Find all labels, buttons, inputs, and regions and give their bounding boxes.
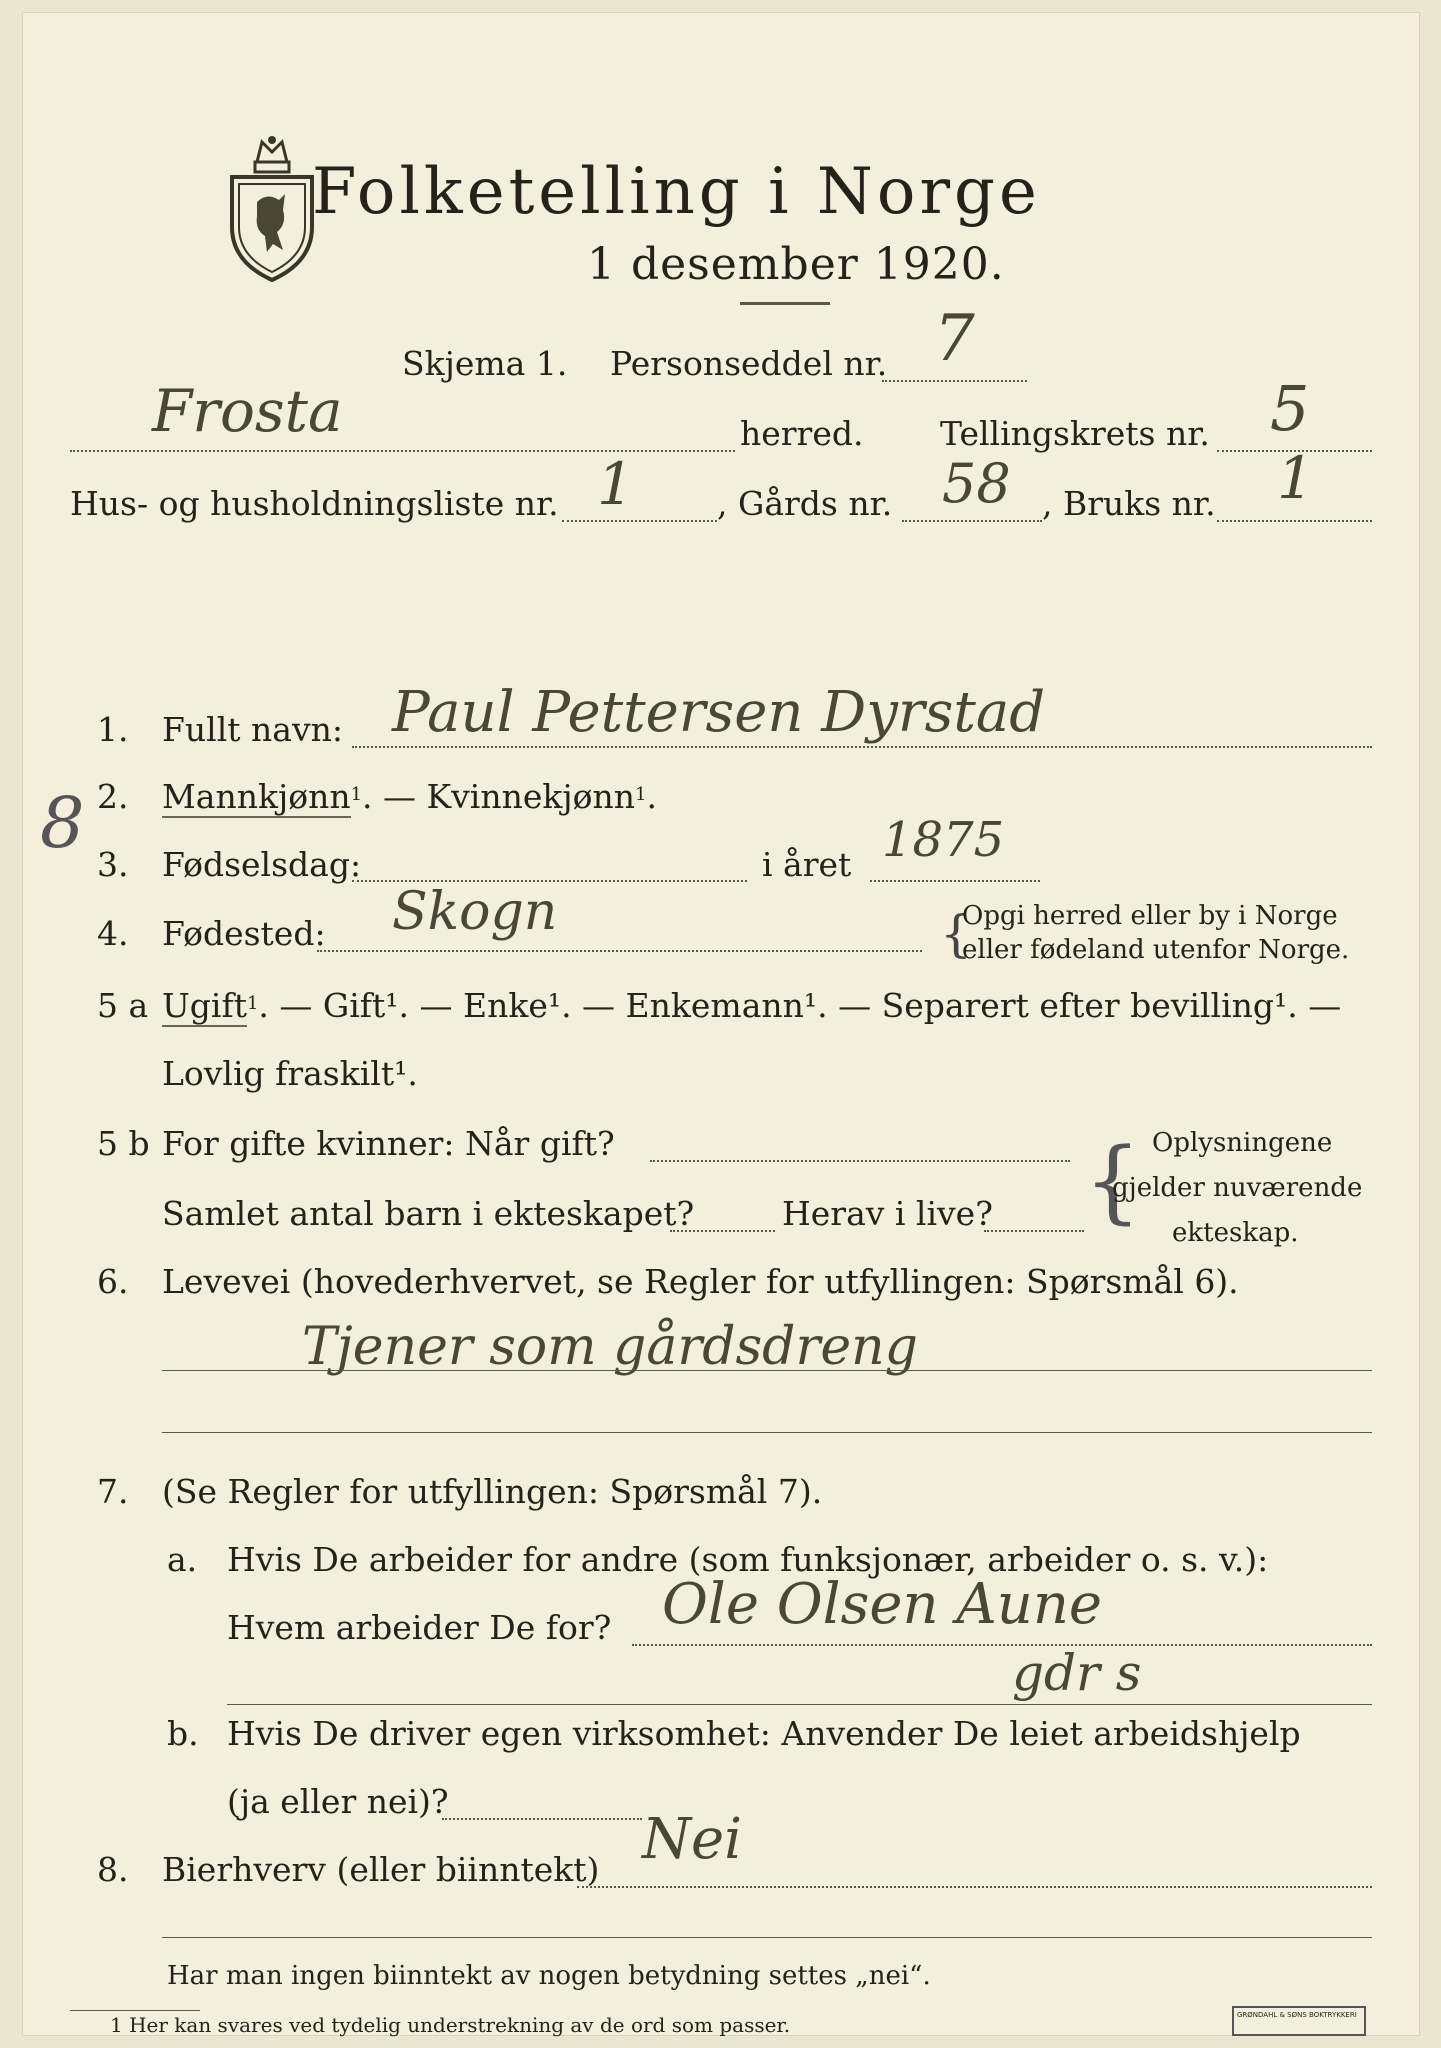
q4-label: Fødested: (162, 914, 326, 953)
title-divider (740, 302, 830, 305)
hus-value: 1 (597, 450, 634, 518)
footnote: 1 Her kan svares ved tydelig understrekning av de ord som passer. (110, 2013, 791, 2037)
q1-value: Paul Pettersen Dyrstad (392, 680, 1046, 745)
q4-note-line1: Opgi herred eller by i Norge (962, 901, 1338, 931)
bruks-value: 1 (1277, 444, 1314, 512)
q2-end: . (646, 777, 657, 816)
q5a-line2: Lovlig fraskilt¹. (162, 1054, 418, 1093)
q7a-value: Ole Olsen Aune (662, 1572, 1103, 1637)
hus-field[interactable] (562, 520, 717, 522)
q4-number: 4. (97, 914, 129, 953)
skjema-label: Skjema 1. (402, 344, 568, 383)
q2-female[interactable]: Kvinnekjønn (426, 777, 636, 816)
q2-male[interactable]: Mannkjønn (162, 777, 351, 816)
q8-number: 8. (97, 1850, 129, 1889)
footer-note: Har man ingen biinntekt av nogen betydning settes „nei“. (167, 1961, 931, 1991)
q3-number: 3. (97, 845, 129, 884)
bruks-label: , Bruks nr. (1042, 484, 1216, 523)
q6-label: Levevei (hovederhvervet, se Regler for utfyllingen: Spørsmål 6). (162, 1262, 1239, 1301)
q5b-children-label: Samlet antal barn i ekteskapet? (162, 1194, 695, 1233)
q7a-line2 (227, 1704, 1372, 1705)
q4-value: Skogn (392, 882, 558, 942)
footnote-divider (70, 2010, 200, 2011)
q7b-label: Hvis De driver egen virksomhet: Anvender De leiet arbeidshjelp (227, 1714, 1301, 1753)
q3-year-value: 1875 (882, 812, 1005, 868)
q5b-note-line1: Oplysningene (1152, 1128, 1333, 1158)
q5b-note-line2: gjelder nuværende (1112, 1173, 1363, 1203)
q4-field[interactable] (317, 950, 922, 952)
q7a-letter: a. (167, 1540, 198, 1579)
q1-field[interactable] (352, 746, 1372, 748)
q5a-rest: . — Gift¹. — Enke¹. — Enkemann¹. — Separert efter bevilling¹. — (258, 986, 1342, 1025)
q3-year-field[interactable] (870, 880, 1040, 882)
q8-label: Bierhverv (eller biinntekt) (162, 1850, 600, 1889)
herred-value: Frosta (152, 377, 343, 445)
q5b-label: For gifte kvinner: Når gift? (162, 1124, 615, 1163)
q7a-label: Hvis De arbeider for andre (som funksjonær, arbeider o. s. v.): (227, 1540, 1269, 1579)
q7-label: (Se Regler for utfyllingen: Spørsmål 7). (162, 1472, 823, 1511)
q5b-alive-field[interactable] (984, 1230, 1084, 1232)
q5b-alive-label: Herav i live? (782, 1194, 993, 1233)
q6-line1 (162, 1370, 1372, 1371)
tellingskrets-label: Tellingskrets nr. (940, 414, 1210, 453)
q2-number: 2. (97, 777, 129, 816)
census-form (22, 12, 1420, 2036)
form-title: Folketelling i Norge (312, 155, 1041, 229)
q5b-children-field[interactable] (670, 1230, 775, 1232)
gards-value: 58 (942, 452, 1011, 515)
gards-label: , Gårds nr. (717, 484, 893, 523)
bruks-field[interactable] (1217, 520, 1372, 522)
coat-of-arms-icon (227, 132, 317, 282)
q7b-letter: b. (167, 1714, 199, 1753)
q1-label: Fullt navn: (162, 710, 343, 749)
q5b-number: 5 b (97, 1124, 150, 1163)
q5a-number: 5 a (97, 986, 149, 1025)
q5a-options: Ugift$^1$. — Gift¹. — Enke¹. — Enkemann¹. — Separert efter bevilling¹. — (162, 986, 1342, 1025)
personseddel-value: 7 (934, 302, 975, 376)
q7-number: 7. (97, 1472, 129, 1511)
personseddel-label: Personseddel nr. (610, 344, 888, 383)
printer-stamp: GRØNDAHL & SØNS BOKTRYKKERI (1232, 2006, 1366, 2036)
herred-field[interactable] (70, 450, 735, 452)
tellingskrets-value: 5 (1270, 372, 1310, 445)
q6-line2 (162, 1432, 1372, 1433)
q2-options: Mannkjønn$^1$. — Kvinnekjønn$^1$. (162, 777, 657, 816)
q5b-brace: { (1084, 1129, 1142, 1234)
q1-number: 1. (97, 710, 129, 749)
q6-number: 6. (97, 1262, 129, 1301)
q7a-field[interactable] (632, 1644, 1372, 1646)
q8-line2 (162, 1937, 1372, 1938)
q8-value: Nei (642, 1807, 743, 1872)
personseddel-field[interactable] (882, 380, 1027, 382)
form-date: 1 desember 1920. (587, 239, 1005, 290)
q7b-label2: (ja eller nei)? (227, 1782, 449, 1821)
q2-separator: . — (362, 777, 427, 816)
q3-label: Fødselsdag: (162, 845, 362, 884)
q5b-note-line3: ekteskap. (1172, 1218, 1299, 1248)
q6-value: Tjener som gårdsdreng (302, 1317, 918, 1377)
q3-year-label: i året (762, 845, 852, 884)
herred-label: herred. (740, 414, 864, 453)
gards-field[interactable] (902, 520, 1042, 522)
q5a-ugift[interactable]: Ugift (162, 986, 247, 1025)
q8-field[interactable] (577, 1886, 1372, 1888)
q7b-field[interactable] (442, 1818, 642, 1820)
q4-note-line2: eller fødeland utenfor Norge. (962, 935, 1350, 965)
hus-label: Hus- og husholdningsliste nr. (70, 484, 559, 523)
q7a-note: gdr s (1012, 1644, 1142, 1702)
q7a-label2: Hvem arbeider De for? (227, 1608, 612, 1647)
margin-mark: 8 (40, 782, 85, 864)
q5b-when-field[interactable] (650, 1160, 1070, 1162)
q4-brace: { (940, 905, 972, 963)
